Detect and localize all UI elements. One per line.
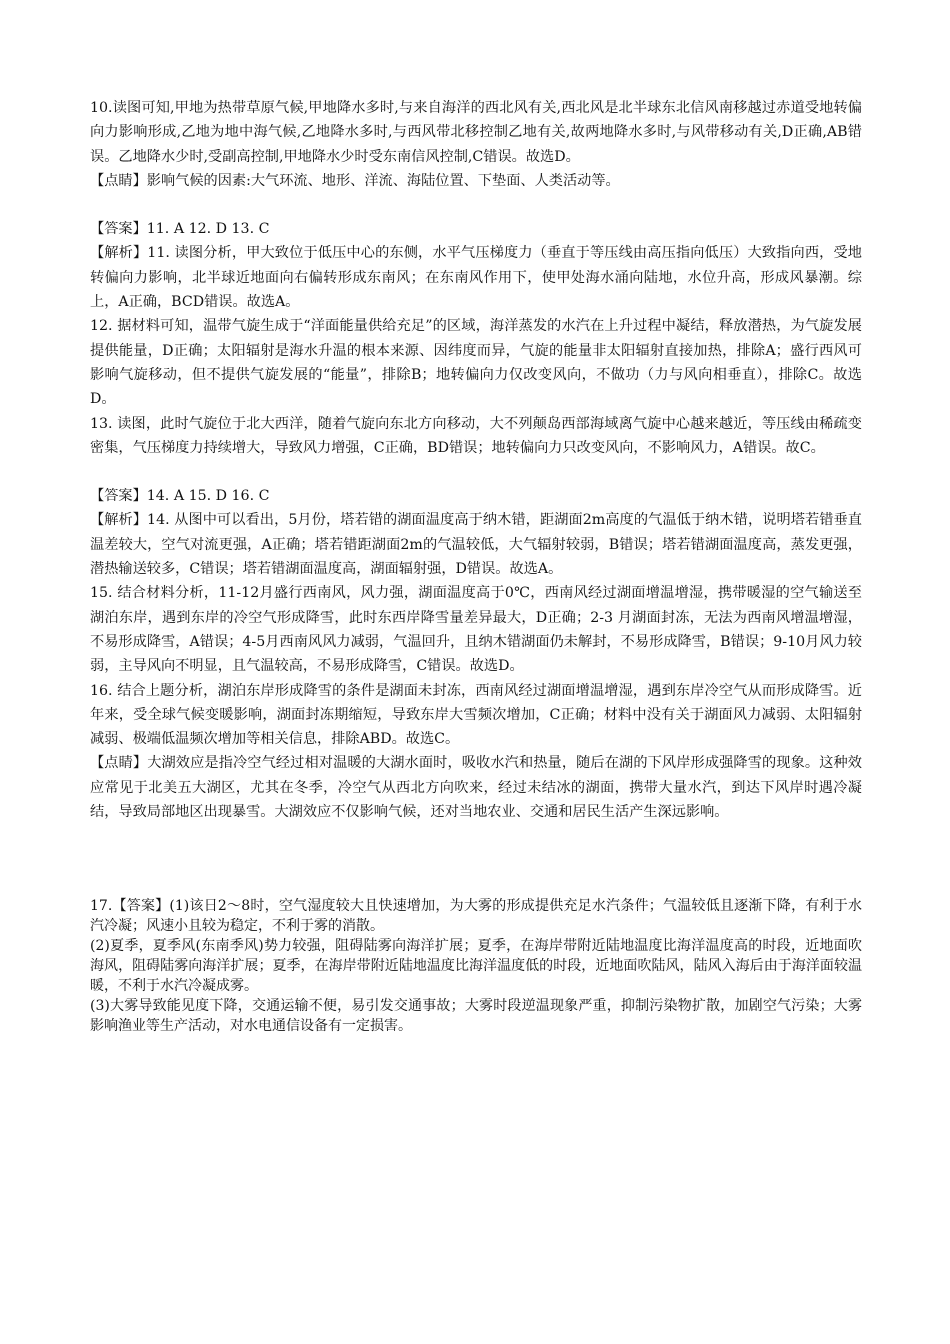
paragraph-q17-answer-part2: (2)夏季，夏季风(东南季风)势力较强，阻碍陆雾向海洋扩展；夏季，在海岸带附近陆地温度比海洋温度高的时段，近地面吹海风，阻碍陆雾向海洋扩展；夏季，在海岸带附近陆地温度比海洋温度低的时段，近地面吹陆风，陆风入海后由于海洋面较温暖，不利于水汽冷凝成雾。 (90, 938, 862, 995)
section-q17 (90, 896, 862, 1036)
section-q11-13 (90, 217, 862, 460)
spacer (90, 824, 862, 896)
paragraph-q12-analysis: 12. 据材料可知，温带气旋生成于“洋面能量供给充足”的区域，海洋蒸发的水汽在上升过程中凝结，释放潜热，为气旋发展提供能量，D正确；太阳辐射是海水升温的根本来源、因纬度而异，气旋的能量非太阳辐射直接加热，排除A；盛行西风可影响气旋移动，但不提供气旋发展的“能量”，排除B；地转偏向力仅改变风向，不做功（力与风向相垂直），排除C。故选D。 (90, 318, 862, 408)
paragraph-q10-explanation: 10.读图可知,甲地为热带草原气候,甲地降水多时,与来自海洋的西北风有关,西北风是北半球东北信风南移越过赤道受地转偏向力影响形成,乙地为地中海气候,乙地降水多时,与西风带北移控制乙地有关,故两地降水多时,与风带移动有关,D正确,AB错误。乙地降水少时,受副高控制,甲地降水少时受东南信风控制,C错误。故选D。 (90, 100, 862, 165)
answer-line-q14-16: 【答案】14. A 15. D 16. C (90, 488, 270, 505)
paragraph-q17-answer-part3: (3)大雾导致能见度下降，交通运输不便，易引发交通事故；大雾时段逆温现象严重，抑制污染物扩散，加剧空气污染；大雾影响渔业等生产活动，对水电通信设备有一定损害。 (90, 998, 862, 1035)
paragraph-q15-analysis: 15. 结合材料分析，11-12月盛行西南风，风力强，湖面温度高于0℃，西南风经过湖面增温增湿，携带暖湿的空气输送至湖泊东岸，遇到东岸的冷空气形成降雪，此时东西岸降雪量差异最大，D正确；2-3 月湖面封冻，无法为西南风增温增湿，不易形成降雪，A错误；4-5月西南风风力减弱，气温回升，且纳木错湖面仍未解封，不易形成降雪，B错误；9-10月风力较弱，主导风向不明显，且气温较高，不易形成降雪，C错误。故选D。 (90, 585, 862, 675)
paragraph-q16-analysis: 16. 结合上题分析，湖泊东岸形成降雪的条件是湖面未封冻，西南风经过湖面增温增湿，遇到东岸冷空气从而形成降雪。近年来，受全球气候变暖影响，湖面封冻期缩短，导致东岸大雪频次增加，C正确；材料中没有关于湖面风力减弱、太阳辐射减弱、极端低温频次增加等相关信息，排除ABD。故选C。 (90, 682, 862, 748)
paragraph-q11-analysis: 【解析】11. 读图分析，甲大致位于低压中心的东侧，水平气压梯度力（垂直于等压线由高压指向低压）大致指向西，受地转偏向力影响，北半球近地面向右偏转形成东南风；在东南风作用下，使甲处海水涌向陆地，水位升高，形成风暴潮。综上，A正确，BCD错误。故选A。 (90, 245, 862, 311)
paragraph-q13-analysis: 13. 读图，此时气旋位于北大西洋，随着气旋向东北方向移动，大不列颠岛西部海域离气旋中心越来越近，等压线由稀疏变密集，气压梯度力持续增大，导致风力增强，C正确，BD错误；地转偏向力只改变风向，不影响风力，A错误。故C。 (90, 415, 862, 456)
spacer (90, 460, 862, 484)
answer-line-q11-13: 【答案】11. A 12. D 13. C (90, 221, 270, 238)
section-q14-16 (90, 484, 862, 824)
paragraph-q10-key-point: 【点睛】影响气候的因素:大气环流、地形、洋流、海陆位置、下垫面、人类活动等。 (90, 172, 620, 189)
spacer (90, 193, 862, 217)
paragraph-q14-analysis: 【解析】14. 从图中可以看出，5月份，塔若错的湖面温度高于纳木错，距湖面2m高度的气温低于纳木错，说明塔若错垂直温差较大，空气对流更强，A正确；塔若错距湖面2m的气温较低，大气辐射较弱，B错误；塔若错湖面温度高，蒸发更强，潜热输送较多，C错误；塔若错湖面温度高，湖面辐射强，D错误。故选A。 (90, 512, 862, 578)
document-page (90, 96, 862, 1036)
paragraph-q17-answer-part1: 17.【答案】(1)该日2～8时，空气湿度较大且快速增加，为大雾的形成提供充足水汽条件；气温较低且逐渐下降，有利于水汽冷凝；风速小且较为稳定，不利于雾的消散。 (90, 898, 862, 935)
section-q10 (90, 96, 862, 193)
paragraph-q16-key-point: 【点睛】大湖效应是指冷空气经过相对温暖的大湖水面时，吸收水汽和热量，随后在湖的下风岸形成强降雪的现象。这种效应常见于北美五大湖区，尤其在冬季，冷空气从西北方向吹来，经过未结冰的湖面，携带大量水汽，到达下风岸时遇冷凝结，导致局部地区出现暴雪。大湖效应不仅影响气候，还对当地农业、交通和居民生活产生深远影响。 (90, 755, 862, 821)
